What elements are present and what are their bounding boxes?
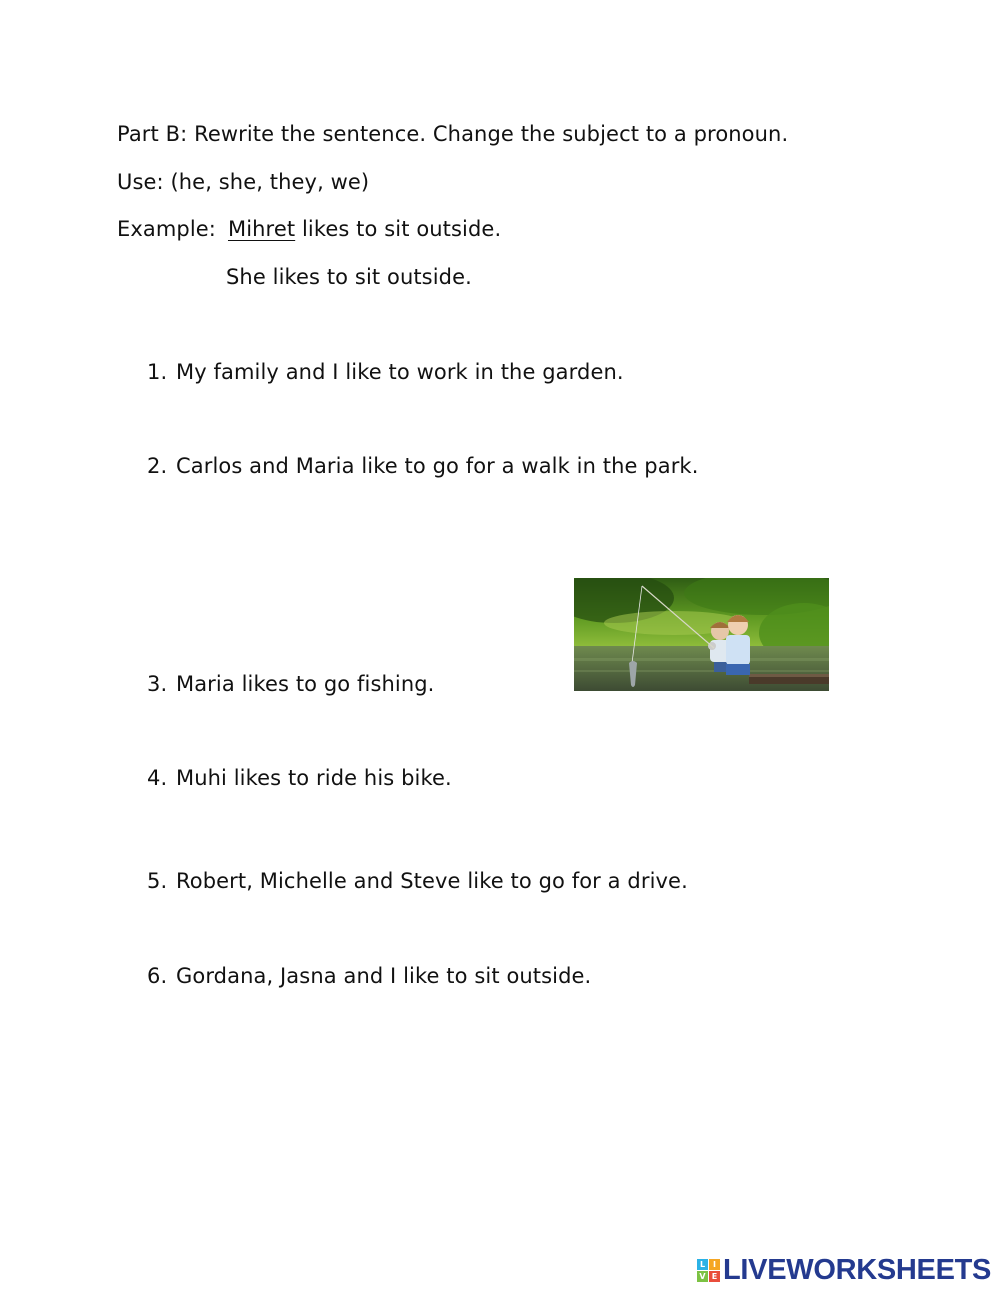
example-subject: Mihret xyxy=(227,217,296,241)
question-number: 2. xyxy=(147,454,168,478)
question-text: Gordana, Jasna and I like to sit outside. xyxy=(176,964,592,988)
question-text: My family and I like to work in the garden. xyxy=(176,360,624,384)
brand-name: LIVEWORKSHEETS xyxy=(723,1254,992,1286)
question-number: 4. xyxy=(147,766,168,790)
question-number: 1. xyxy=(147,360,168,384)
example-label: Example: xyxy=(117,217,216,241)
question-3 xyxy=(147,671,434,697)
question-text: Muhi likes to ride his bike. xyxy=(176,766,452,790)
question-number: 6. xyxy=(147,964,168,988)
example-predicate: likes to sit outside. xyxy=(295,217,502,241)
use-line: Use: (he, she, they, we) xyxy=(117,170,370,194)
example-line xyxy=(117,216,501,242)
logo-letter: L xyxy=(697,1259,708,1270)
example-answer: She likes to sit outside. xyxy=(226,265,472,289)
question-1 xyxy=(147,359,624,385)
question-text: Robert, Michelle and Steve like to go for a drive. xyxy=(176,869,688,893)
logo-letter: I xyxy=(709,1259,720,1270)
question-6 xyxy=(147,963,591,989)
question-text: Carlos and Maria like to go for a walk in the park. xyxy=(176,454,699,478)
liveworksheets-logo xyxy=(697,1253,991,1287)
question-number: 5. xyxy=(147,869,168,893)
question-5 xyxy=(147,868,688,894)
fishing-photo xyxy=(574,578,829,691)
instruction-text: Part B: Rewrite the sentence. Change the subject to a pronoun. xyxy=(117,122,789,146)
logo-letter: V xyxy=(697,1271,708,1282)
question-number: 3. xyxy=(147,672,168,696)
question-4 xyxy=(147,765,452,791)
logo-letter: E xyxy=(709,1271,720,1282)
question-text: Maria likes to go fishing. xyxy=(176,672,435,696)
question-2 xyxy=(147,453,698,479)
liveworksheets-cube-icon xyxy=(697,1259,720,1282)
